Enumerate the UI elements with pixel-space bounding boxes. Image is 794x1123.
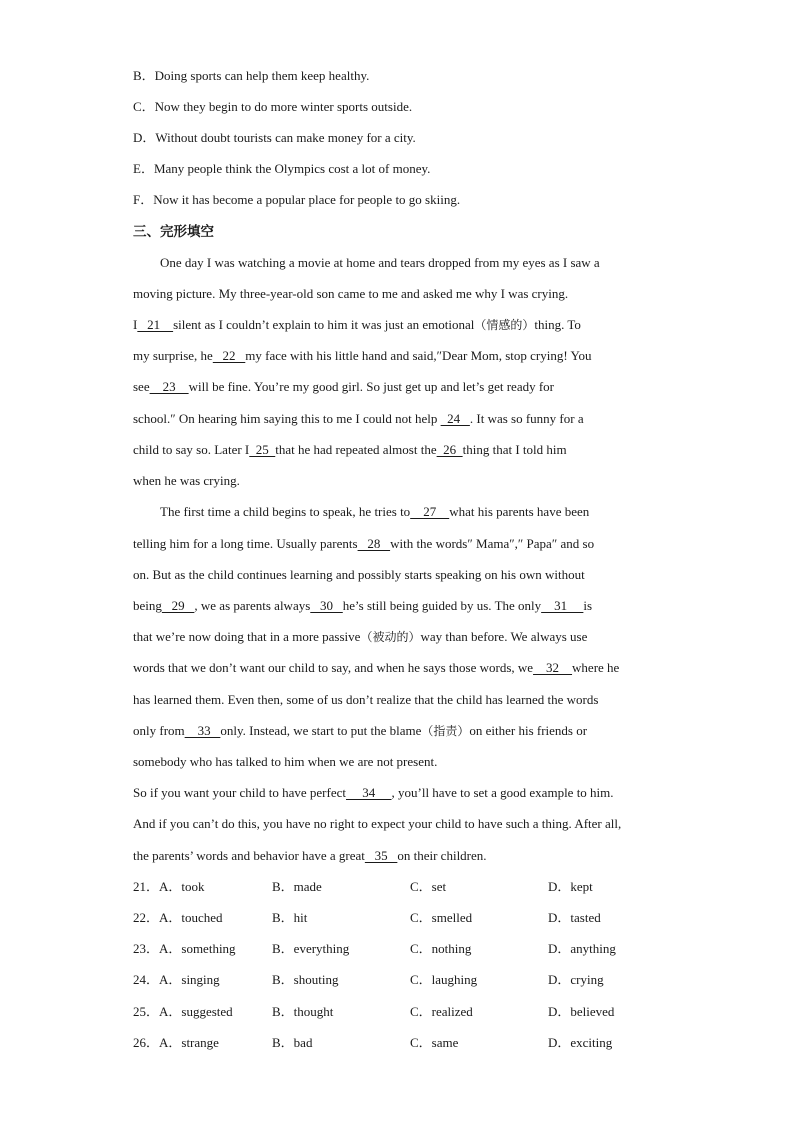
text: , you’ll have to set a good example to him.	[391, 785, 614, 800]
blank-27: 27	[410, 504, 450, 519]
option-e: E．Many people think the Olympics cost a lot of money.	[133, 161, 431, 176]
option-b: B．Doing sports can help them keep healthy.	[133, 68, 370, 83]
text: is	[583, 598, 593, 613]
blank-28: 28	[357, 536, 391, 551]
passage-line: moving picture. My three-year-old son came to me and asked me why I was crying.	[133, 286, 569, 301]
option-d: D．crying	[548, 972, 604, 987]
option-a: 22．A．touched	[133, 910, 223, 925]
text: way than before. We always use	[420, 629, 588, 644]
text: will be fine. You’re my good girl. So just get up and let’s get ready for	[188, 379, 554, 394]
text: the parents’ words and behavior have a great	[133, 848, 365, 863]
passage-line	[133, 658, 663, 678]
passage-line	[133, 440, 663, 460]
text: school.″ On hearing him saying this to me I could not help	[133, 411, 438, 426]
option-d: D．kept	[548, 879, 593, 894]
text: on their children.	[397, 848, 487, 863]
passage-line	[133, 846, 663, 866]
option-c: C．laughing	[410, 972, 478, 987]
passage-line: has learned them. Even then, some of us don’t realize that the child has learned the words	[133, 692, 599, 707]
blank-29: 29	[161, 598, 195, 613]
chinese-gloss: （指责）	[421, 724, 470, 738]
blank-26: 26	[436, 442, 463, 457]
section-heading: 三、完形填空	[133, 224, 214, 240]
text: thing that I told him	[462, 442, 567, 457]
option-a: 25．A．suggested	[133, 1004, 233, 1019]
text: what his parents have been	[449, 504, 590, 519]
passage-line	[133, 721, 663, 741]
text: where he	[572, 660, 620, 675]
option-f: F．Now it has become a popular place for people to go skiing.	[133, 192, 461, 207]
chinese-gloss: （被动的）	[360, 630, 421, 644]
option-a: 26．A．strange	[133, 1035, 219, 1050]
passage-line: when he was crying.	[133, 473, 240, 488]
text: thing. To	[534, 317, 581, 332]
blank-35: 35	[364, 848, 398, 863]
text: with the words″ Mama″,″ Papa″ and so	[390, 536, 595, 551]
text: my surprise, he	[133, 348, 213, 363]
passage-line	[133, 377, 663, 397]
option-b: B．shouting	[272, 972, 339, 987]
blank-34: 34	[346, 785, 392, 800]
blank-25: 25	[249, 442, 276, 457]
option-a: 23．A．something	[133, 941, 236, 956]
passage-line: One day I was watching a movie at home and tears dropped from my eyes as I saw a	[160, 255, 600, 270]
option-a: 24．A．singing	[133, 972, 220, 987]
text: telling him for a long time. Usually parents	[133, 536, 358, 551]
option-a: 21．A．took	[133, 879, 205, 894]
text: that we’re now doing that in a more passive	[133, 629, 361, 644]
text: . It was so funny for a	[469, 411, 584, 426]
text: The first time a child begins to speak, he tries to	[160, 504, 411, 519]
option-c: C．realized	[410, 1004, 473, 1019]
passage-line	[133, 409, 663, 429]
text: that he had repeated almost the	[275, 442, 437, 457]
option-d: D．tasted	[548, 910, 601, 925]
option-c: C．set	[410, 879, 447, 894]
passage-line	[133, 596, 663, 616]
passage-line	[133, 346, 663, 366]
text: I	[133, 317, 138, 332]
text: he’s still being guided by us. The only	[342, 598, 542, 613]
passage-line: somebody who has talked to him when we are not present.	[133, 754, 438, 769]
blank-33: 33	[184, 723, 221, 738]
option-d: D．Without doubt tourists can make money for a city.	[133, 130, 416, 145]
blank-31: 31	[541, 598, 584, 613]
blank-21: 21	[137, 317, 174, 332]
option-d: D．anything	[548, 941, 616, 956]
text: on either his friends or	[469, 723, 588, 738]
text: words that we don’t want our child to say, and when he says those words, we	[133, 660, 534, 675]
passage-line	[133, 783, 663, 803]
option-b: B．made	[272, 879, 322, 894]
text: my face with his little hand and said,″Dear Mom, stop crying! You	[245, 348, 592, 363]
option-b: B．bad	[272, 1035, 313, 1050]
option-c: C．nothing	[410, 941, 472, 956]
text: only. Instead, we start to put the blame	[220, 723, 422, 738]
blank-24: 24	[440, 411, 470, 426]
blank-23: 23	[149, 379, 189, 394]
chinese-gloss: （情感的）	[474, 318, 535, 332]
blank-32: 32	[533, 660, 573, 675]
blank-22: 22	[212, 348, 246, 363]
text: , we as parents always	[194, 598, 311, 613]
text: being	[133, 598, 162, 613]
passage-line: on. But as the child continues learning and possibly starts speaking on his own without	[133, 567, 585, 582]
passage-line	[160, 502, 663, 522]
option-c: C．smelled	[410, 910, 473, 925]
blank-30: 30	[310, 598, 343, 613]
text: So if you want your child to have perfect	[133, 785, 346, 800]
option-d: D．believed	[548, 1004, 615, 1019]
text: silent as I couldn’t explain to him it was just an emotional	[173, 317, 475, 332]
text: only from	[133, 723, 185, 738]
passage-line: And if you can’t do this, you have no right to expect your child to have such a thing. After all,	[133, 816, 622, 831]
option-d: D．exciting	[548, 1035, 613, 1050]
text: child to say so. Later I	[133, 442, 250, 457]
option-b: B．hit	[272, 910, 308, 925]
option-b: B．thought	[272, 1004, 334, 1019]
text: see	[133, 379, 150, 394]
passage-line	[133, 315, 663, 335]
passage-line	[133, 627, 663, 647]
option-b: B．everything	[272, 941, 350, 956]
passage-line	[133, 534, 663, 554]
option-c: C．Now they begin to do more winter sports outside.	[133, 99, 413, 114]
option-c: C．same	[410, 1035, 459, 1050]
